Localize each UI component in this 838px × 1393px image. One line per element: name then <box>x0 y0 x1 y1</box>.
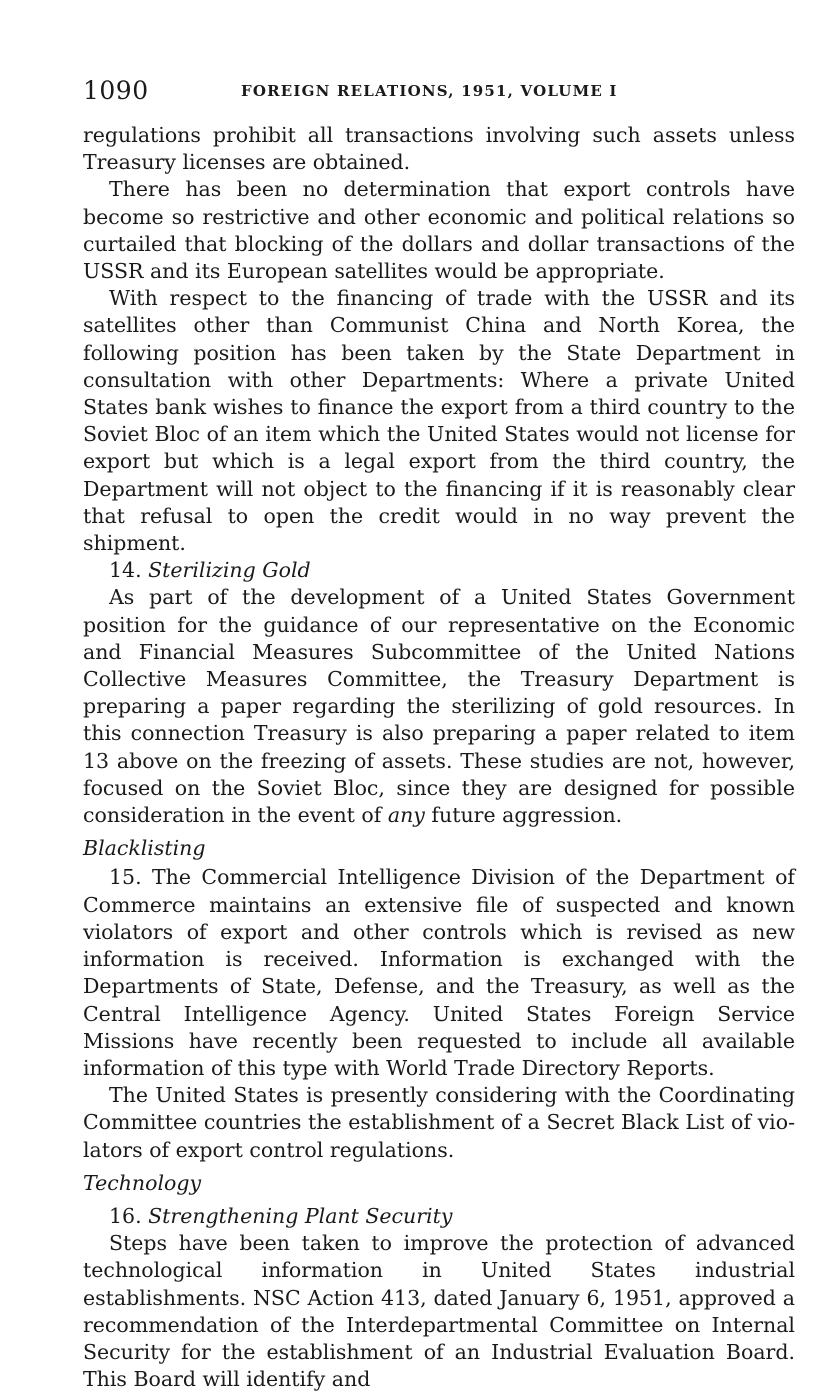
paragraph-plant-security: Steps have been taken to improve the protection of advanced technological information in United States industrial establishments. NSC Action 413, dated January 6, 1951, approved a recommendation of the Interdepartmental Committee on Internal Security for the establishment of an Industrial Evaluation Board. This Board will identify and <box>83 1231 795 1392</box>
running-head: FOREIGN RELATIONS, 1951, VOLUME I <box>241 82 618 100</box>
item-14-title: Sterilizing Gold <box>148 558 311 583</box>
paragraph-sterilizing-gold <box>83 584 795 829</box>
paragraph-item-15: 15. The Commercial Intelligence Division of the Department of Commerce maintains an extensive file of suspected and known violators of export and other controls which is revised as new information is received. Information is exchanged with the Departments of State, Defense, and the Treasury, as well as the Central Intelligence Agency. United States Foreign Service Missions have recently been requested to include all available information of this type with World Trade Directory Reports. <box>83 865 795 1080</box>
section-heading-technology: Technology <box>83 1170 202 1195</box>
paragraph-determination: There has been no determination that export controls have become so restrictive and other economic and political relations so curtailed that blocking of the dollars and dollar transactions of the USSR and its European satellites would be appropriate. <box>83 177 795 284</box>
item-14-heading <box>83 557 795 584</box>
sterilizing-text-a: As part of the development of a United States Government position for the guidance of our representative on the Economic and Financial Measures Subcommittee of the United Nations Collective Measures Committee, the Treasury Department is preparing a paper regarding the sterilizing of gold resources. In this connection Treasury is also preparing a paper related to item 13 above on the freezing of assets. These studies are not, however, focused on the Soviet Bloc, since they are designed for possible consideration in the event of <box>83 585 795 828</box>
page-header <box>83 76 795 110</box>
item-16-heading <box>83 1203 795 1230</box>
body-text <box>83 122 795 1393</box>
item-16-number: 16. <box>109 1203 142 1228</box>
paragraph-black-list: The United States is presently considering with the Coordinating Committee countries the establishment of a Secret Black List of violators of export control regulations. <box>83 1083 795 1162</box>
page-number: 1090 <box>83 76 149 105</box>
paragraph-continuation: regulations prohibit all transactions involving such assets unless Treasury licenses are obtained. <box>83 123 795 175</box>
item-16-title: Strengthening Plant Security <box>148 1203 453 1228</box>
item-14-number: 14. <box>109 558 142 583</box>
sterilizing-text-b: future aggression. <box>431 803 623 828</box>
emphasis-any: any <box>387 803 425 828</box>
section-heading-blacklisting: Blacklisting <box>83 836 206 861</box>
paragraph-financing: With respect to the financing of trade with the USSR and its satellites other than Communist China and North Korea, the following position has been taken by the State Department in consultation with other Departments: Where a private United States bank wishes to finance the export from a third country to the Soviet Bloc of an item which the United States would not license for export but which is a legal export from the third country, the Department will not object to the financing if it is reasonably clear that refusal to open the credit would in no way prevent the shipment. <box>83 286 795 556</box>
